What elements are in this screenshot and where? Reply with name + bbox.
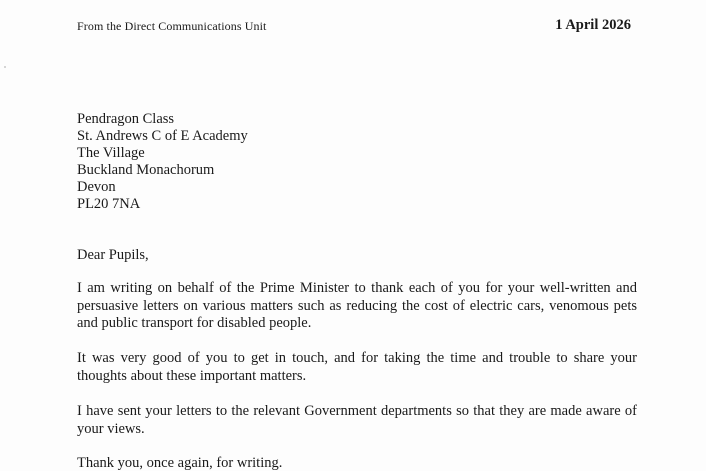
body-paragraph: I am writing on behalf of the Prime Minister to thank each of you for your well-written and persuasive letters on various matters such as reducing the cost of electric cars, venomous pets and public transport for disabled people. xyxy=(77,280,637,331)
letter-date: 1 April 2026 xyxy=(555,17,631,33)
body-paragraph: Thank you, once again, for writing. xyxy=(77,455,283,471)
scan-speck xyxy=(4,66,6,68)
salutation: Dear Pupils, xyxy=(77,247,149,263)
address-line: PL20 7NA xyxy=(77,196,141,212)
sender-unit: From the Direct Communications Unit xyxy=(77,19,267,33)
address-line: Pendragon Class xyxy=(77,111,175,127)
body-paragraph: I have sent your letters to the relevant Government departments so that they are made aware of your views. xyxy=(77,403,637,437)
address-line: St. Andrews C of E Academy xyxy=(77,128,248,144)
address-line: Devon xyxy=(77,179,116,195)
address-line: The Village xyxy=(77,145,145,161)
body-paragraph: It was very good of you to get in touch, and for taking the time and trouble to share your thoughts about these important matters. xyxy=(77,350,637,384)
address-line: Buckland Monachorum xyxy=(77,162,215,178)
recipient-address xyxy=(77,111,248,213)
